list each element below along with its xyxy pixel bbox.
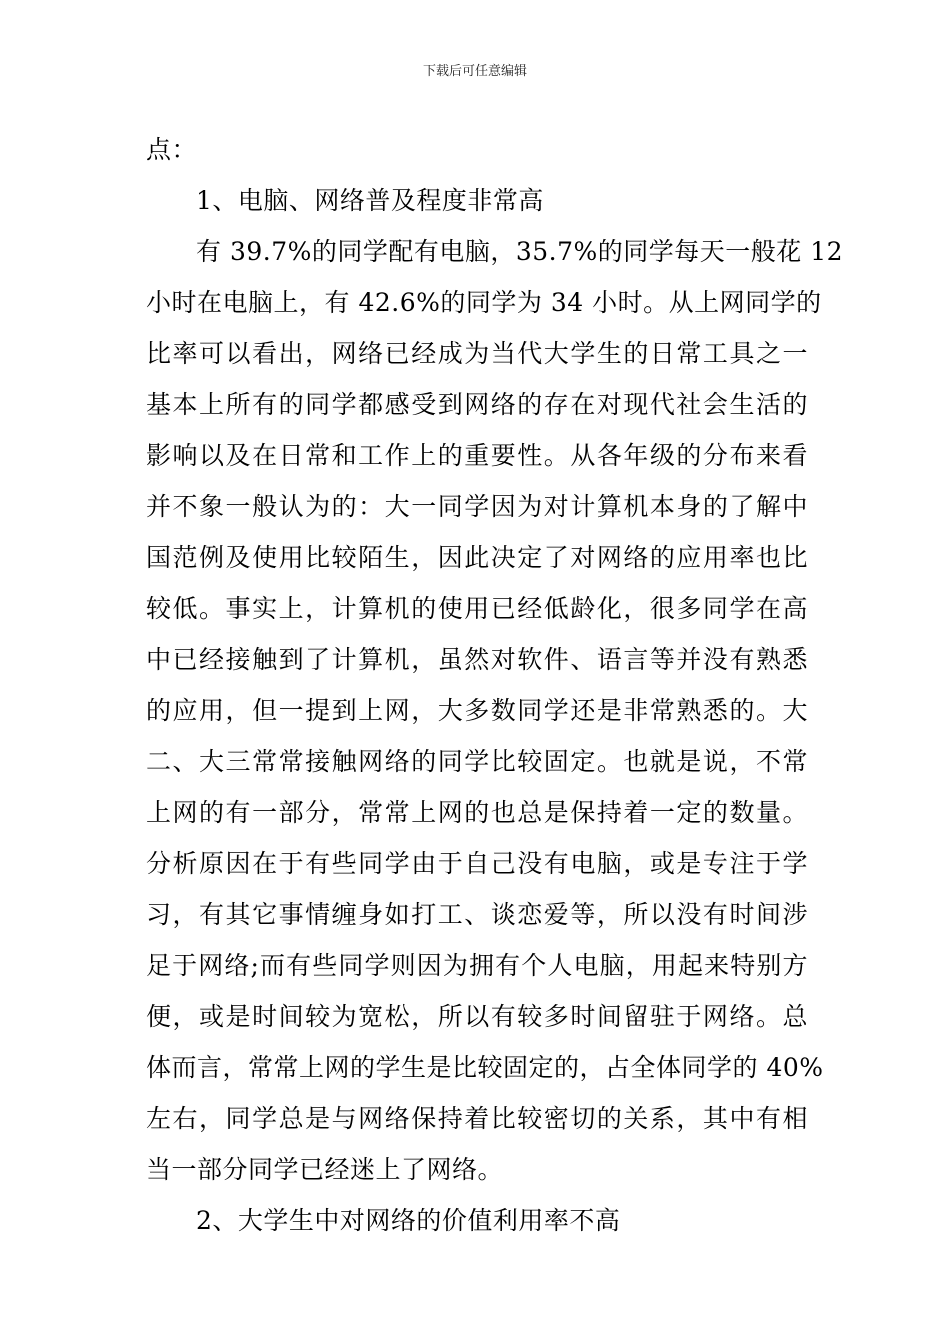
- paragraph-line: 的应用，但一提到上网，大多数同学还是非常熟悉的。大: [146, 696, 808, 725]
- paragraph-line: 中已经接触到了计算机，虽然对软件、语言等并没有熟悉: [146, 645, 808, 674]
- paragraph-line: 有 39.7%的同学配有电脑，35.7%的同学每天一般花 12: [196, 237, 844, 266]
- section-heading: 2、大学生中对网络的价值利用率不高: [196, 1206, 621, 1235]
- paragraph-line: 足于网络;而有些同学则因为拥有个人电脑，用起来特别方: [146, 951, 808, 980]
- paragraph-line: 小时在电脑上，有 42.6%的同学为 34 小时。从上网同学的: [146, 288, 822, 317]
- text-line: 点：: [146, 135, 198, 164]
- paragraph-line: 便，或是时间较为宽松，所以有较多时间留驻于网络。总: [146, 1002, 808, 1031]
- paragraph-line: 较低。事实上，计算机的使用已经低龄化，很多同学在高: [146, 594, 808, 623]
- paragraph-line: 基本上所有的同学都感受到网络的存在对现代社会生活的: [146, 390, 808, 419]
- paragraph-line: 习，有其它事情缠身如打工、谈恋爱等，所以没有时间涉: [146, 900, 808, 929]
- paragraph-line: 影响以及在日常和工作上的重要性。从各年级的分布来看: [146, 441, 808, 470]
- paragraph-line: 左右，同学总是与网络保持着比较密切的关系，其中有相: [146, 1104, 808, 1133]
- document-body: [146, 124, 844, 1246]
- paragraph-line: 上网的有一部分，常常上网的也总是保持着一定的数量。: [146, 798, 808, 827]
- paragraph-line: 当一部分同学已经迷上了网络。: [146, 1155, 504, 1184]
- paragraph-line: 并不象一般认为的：大一同学因为对计算机本身的了解中: [146, 492, 808, 521]
- paragraph-line: 二、大三常常接触网络的同学比较固定。也就是说，不常: [146, 747, 808, 776]
- page-header: 下载后可任意编辑: [422, 64, 527, 79]
- paragraph-line: 体而言，常常上网的学生是比较固定的，占全体同学的 40%: [146, 1053, 824, 1082]
- paragraph-line: 分析原因在于有些同学由于自己没有电脑，或是专注于学: [146, 849, 808, 878]
- paragraph-line: 国范例及使用比较陌生，因此决定了对网络的应用率也比: [146, 543, 808, 572]
- section-heading: 1、电脑、网络普及程度非常高: [196, 186, 544, 215]
- paragraph-line: 比率可以看出，网络已经成为当代大学生的日常工具之一: [146, 339, 808, 368]
